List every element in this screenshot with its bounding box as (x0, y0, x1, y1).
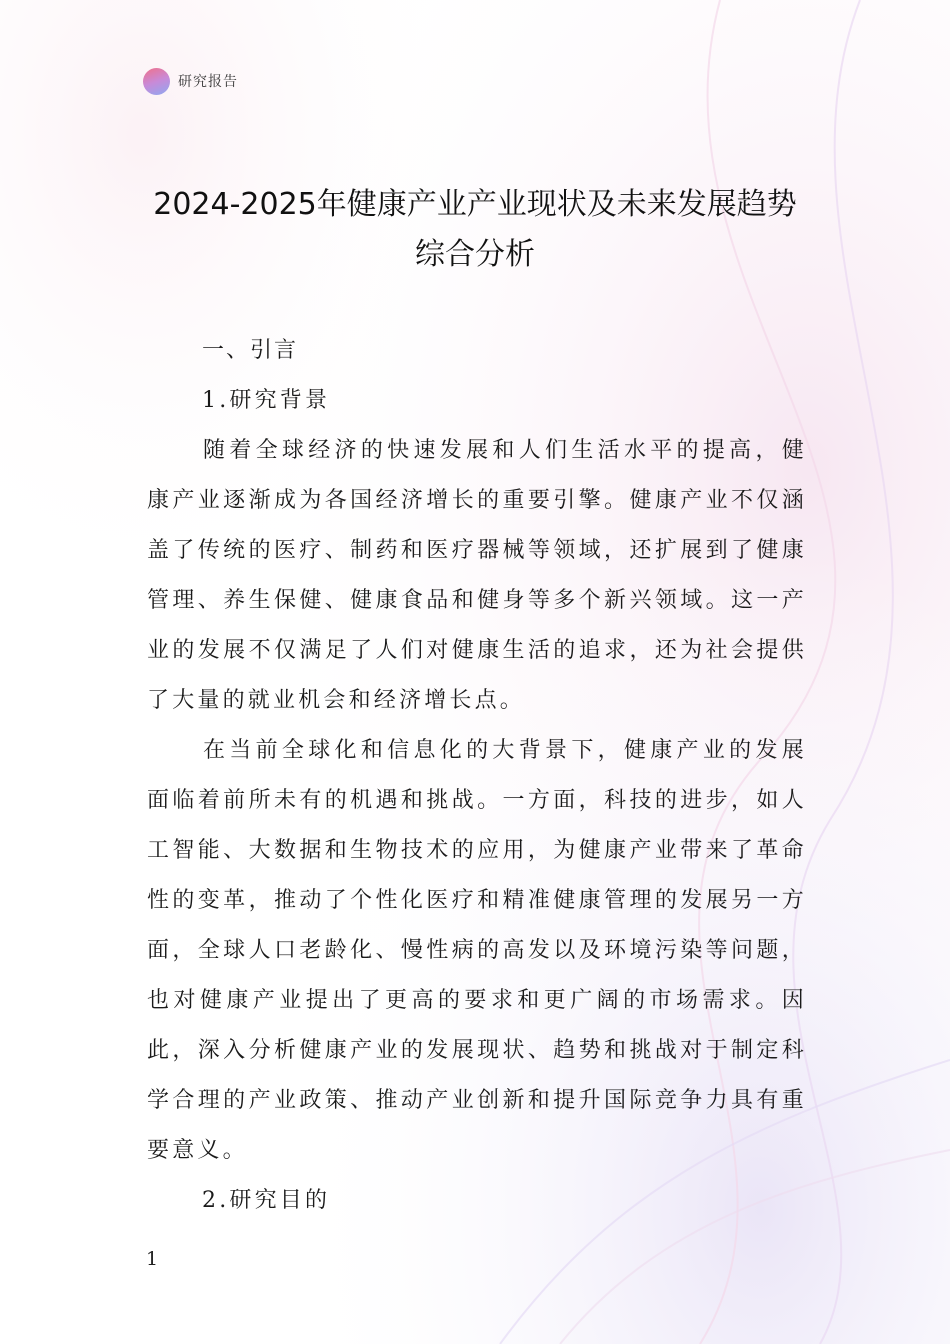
document-body (147, 326, 807, 1226)
section-heading: 一、引言 (202, 338, 299, 363)
subheading-research-background: 1.研究背景 (202, 388, 331, 413)
report-header (143, 66, 238, 96)
title-line-1: 2024-2025年健康产业产业现状及未来发展趋势 (153, 187, 797, 222)
page-number: 1 (146, 1248, 159, 1270)
paragraph-1: 随着全球经济的快速发展和人们生活水平的提高，健康产业逐渐成为各国经济增长的重要引擎。健康产业不仅涵盖了传统的医疗、制药和医疗器械等领域，还扩展到了健康管理、养生保健、健康食品和健身等多个新兴领域。这一产业的发展不仅满足了人们对健康生活的追求，还为社会提供了大量的就业机会和经济增长点。 (147, 438, 807, 713)
header-label: 研究报告 (178, 74, 238, 90)
logo-icon (143, 68, 170, 95)
title-line-2: 综合分析 (415, 237, 535, 272)
paragraph-2: 在当前全球化和信息化的大背景下，健康产业的发展面临着前所未有的机遇和挑战。一方面，科技的进步，如人工智能、大数据和生物技术的应用，为健康产业带来了革命性的变革，推动了个性化医疗和精准健康管理的发展另一方面，全球人口老龄化、慢性病的高发以及环境污染等问题，也对健康产业提出了更高的要求和更广阔的市场需求。因此，深入分析健康产业的发展现状、趋势和挑战对于制定科学合理的产业政策、推动产业创新和提升国际竞争力具有重要意义。 (147, 738, 807, 1163)
subheading-research-purpose: 2.研究目的 (202, 1188, 331, 1213)
document-title (120, 180, 830, 280)
